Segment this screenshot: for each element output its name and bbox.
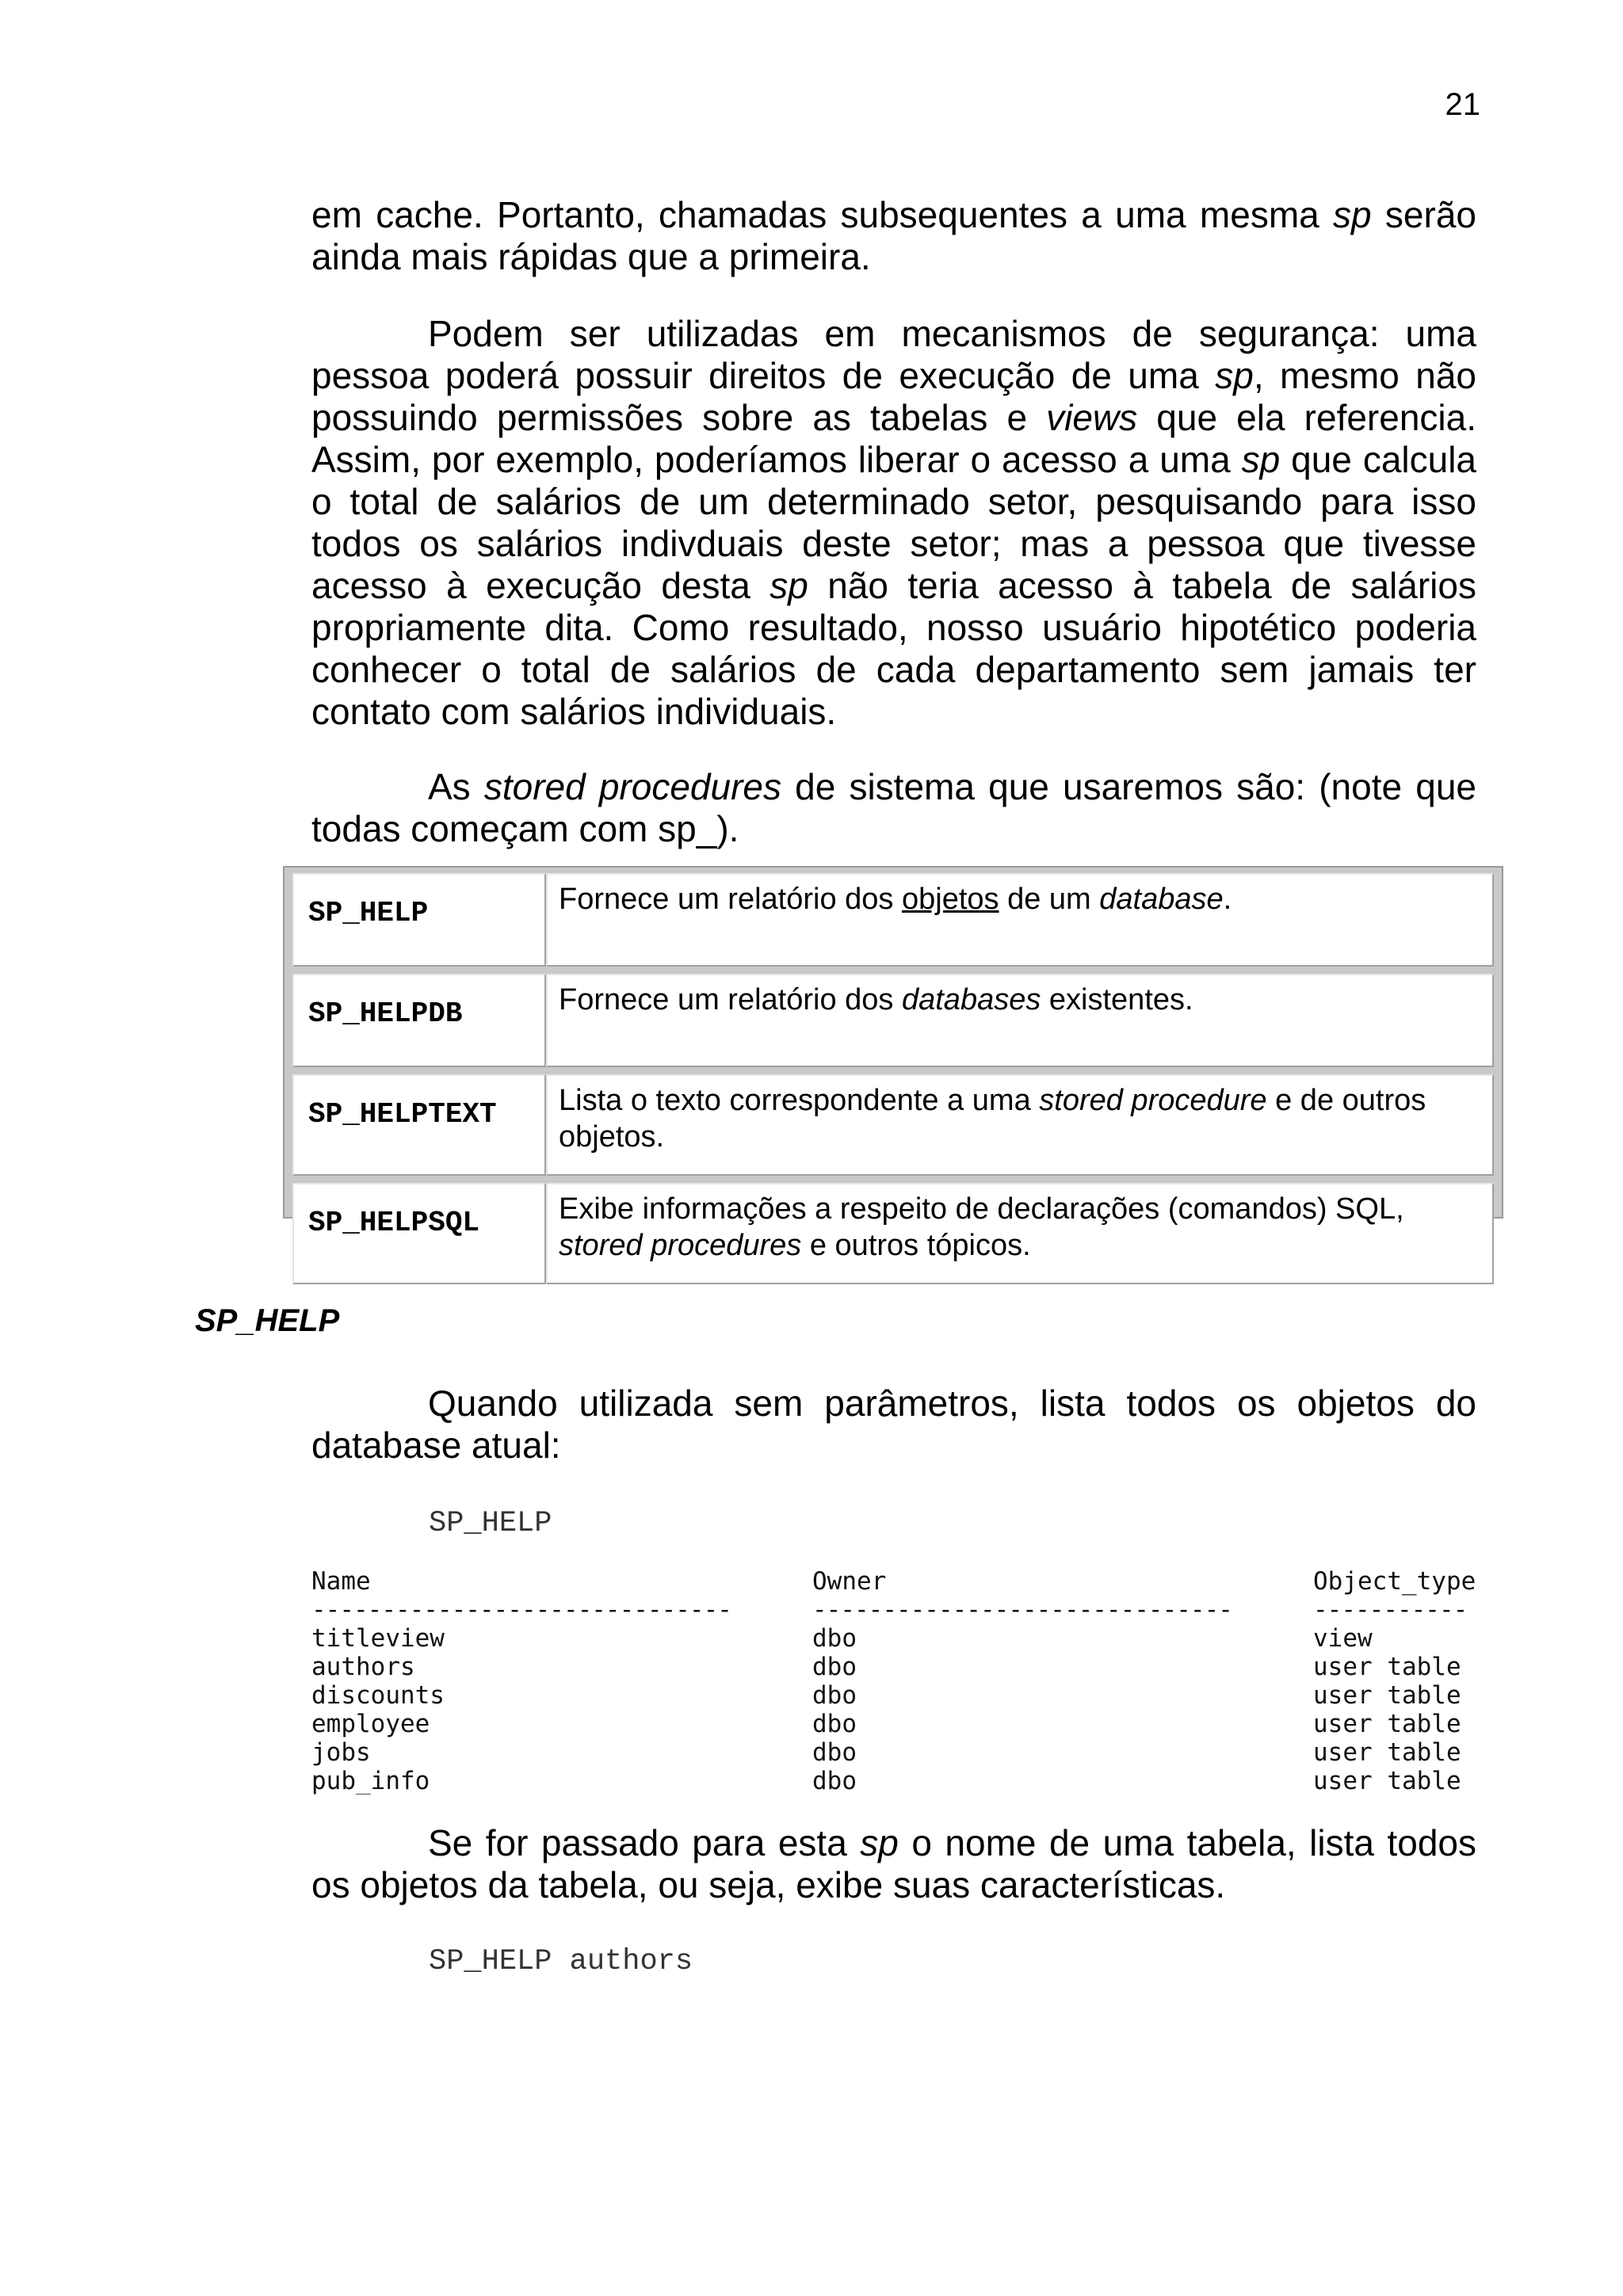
- query-result: [311, 1567, 1476, 1794]
- column-header-name: Name: [311, 1567, 371, 1596]
- text-run: que calcula o total de salários de um determinado setor, pesquisando para isso todos os salários indivduais deste setor; mas a pessoa que tivesse acesso à execução desta: [311, 439, 1477, 606]
- italic-run: stored procedures: [559, 1229, 802, 1262]
- italic-run: views: [1046, 397, 1138, 438]
- cell-name: employee: [311, 1710, 430, 1738]
- text-run: não teria acesso à tabela de salários propriamente dita. Como resultado, nosso usuário hipotético poderia conhecer o total de salários de cada departamento sem jamais ter contato com salários individuais.: [311, 565, 1476, 732]
- description-cell: [546, 974, 1494, 1067]
- italic-run: stored procedure: [1039, 1084, 1267, 1117]
- separator: ------------------------------: [311, 1596, 731, 1624]
- paragraph-no-params: [311, 1383, 1476, 1466]
- cell-name: pub_info: [311, 1767, 430, 1794]
- table-row: [292, 1074, 1494, 1176]
- result-separator-row: [311, 1596, 1476, 1624]
- code-sp-help-authors: SP_HELP authors: [429, 1945, 693, 1978]
- italic-run: stored procedures: [483, 766, 781, 807]
- description-cell: [546, 873, 1494, 967]
- description-cell: [546, 1183, 1494, 1284]
- text-run: e de outros objetos.: [559, 1084, 1426, 1154]
- text-run: de um: [999, 883, 1100, 916]
- page-number: 21: [1445, 87, 1480, 122]
- italic-run: sp: [1241, 439, 1281, 480]
- text-run: que ela referencia. Assim, por exemplo, poderíamos liberar o acesso a uma: [311, 397, 1476, 480]
- italic-run: sp: [860, 1822, 899, 1863]
- sp-table: [283, 866, 1503, 1262]
- text-run: em cache. Portanto, chamadas subsequentes a uma mesma: [311, 194, 1334, 235]
- italic-run: sp: [769, 565, 808, 606]
- separator: -----------: [1313, 1596, 1468, 1624]
- separator: ------------------------------: [812, 1596, 1232, 1624]
- cell-owner: dbo: [812, 1710, 857, 1738]
- italic-run: databases: [901, 983, 1041, 1016]
- text-run: existentes.: [1041, 983, 1193, 1016]
- text-run: de sistema que usaremos são: (note que todas começam com sp_).: [311, 766, 1476, 849]
- underlined-run: objetos: [901, 883, 999, 916]
- table-row: [311, 1767, 1476, 1794]
- result-header-row: [311, 1567, 1476, 1596]
- sp-helptext-cell: SP_HELPTEXT: [292, 1074, 546, 1176]
- text-run: , mesmo não possuindo permissões sobre as tabelas e: [311, 355, 1476, 438]
- cell-object-type: user table: [1313, 1710, 1461, 1738]
- text-run: Fornece um relatório dos: [559, 983, 902, 1016]
- cell-owner: dbo: [812, 1624, 857, 1653]
- table-row: [292, 1183, 1494, 1284]
- table-row: [311, 1681, 1476, 1710]
- cell-object-type: user table: [1313, 1738, 1461, 1767]
- sp-helpsql-cell: SP_HELPSQL: [292, 1183, 546, 1284]
- text-run: Lista o texto correspondente a uma: [559, 1084, 1040, 1117]
- table-row: [311, 1738, 1476, 1767]
- italic-run: sp: [1215, 355, 1254, 396]
- cell-object-type: user table: [1313, 1767, 1461, 1794]
- table-row: [311, 1710, 1476, 1738]
- cell-owner: dbo: [812, 1767, 857, 1794]
- cell-owner: dbo: [812, 1738, 857, 1767]
- text-run: Se for passado para esta: [428, 1822, 861, 1863]
- cell-object-type: user table: [1313, 1681, 1461, 1710]
- cell-name: discounts: [311, 1681, 445, 1710]
- text-run: Podem ser utilizadas em mecanismos de segurança: uma pessoa poderá possuir direitos de execução de uma: [311, 313, 1476, 396]
- text-run: Exibe informações a respeito de declarações (comandos) SQL,: [559, 1192, 1404, 1226]
- column-header-object-type: Object_type: [1313, 1567, 1476, 1596]
- cell-name: jobs: [311, 1738, 371, 1767]
- paragraph-cache: [311, 194, 1476, 278]
- italic-run: database: [1099, 883, 1224, 916]
- text-run: Quando utilizada sem parâmetros, lista todos os objetos do database atual:: [311, 1383, 1476, 1466]
- section-heading: SP_HELP: [195, 1303, 340, 1338]
- sp-help-cell: SP_HELP: [292, 873, 546, 967]
- code-sp-help: SP_HELP: [429, 1507, 552, 1540]
- cell-name: authors: [311, 1653, 415, 1681]
- text-run: .: [1223, 883, 1232, 916]
- paragraph-security: [311, 313, 1476, 733]
- table-row: [292, 873, 1494, 967]
- table-row: [311, 1624, 1476, 1653]
- paragraph-system-procedures: [311, 766, 1476, 850]
- text-run: serão ainda mais rápidas que a primeira.: [311, 194, 1476, 277]
- text-run: e outros tópicos.: [801, 1229, 1031, 1262]
- sp-helpdb-cell: SP_HELPDB: [292, 974, 546, 1067]
- text-run: As: [428, 766, 484, 807]
- cell-name: titleview: [311, 1624, 445, 1653]
- table-row: [292, 974, 1494, 1067]
- text-run: o nome de uma tabela, lista todos os objetos da tabela, ou seja, exibe suas características.: [311, 1822, 1476, 1905]
- cell-object-type: view: [1313, 1624, 1373, 1653]
- cell-owner: dbo: [812, 1681, 857, 1710]
- text-run: Fornece um relatório dos: [559, 883, 902, 916]
- table-row: [311, 1653, 1476, 1681]
- cell-object-type: user table: [1313, 1653, 1461, 1681]
- cell-owner: dbo: [812, 1653, 857, 1681]
- description-cell: [546, 1074, 1494, 1176]
- italic-run: sp: [1333, 194, 1372, 235]
- paragraph-table-name: [311, 1822, 1476, 1906]
- column-header-owner: Owner: [812, 1567, 887, 1596]
